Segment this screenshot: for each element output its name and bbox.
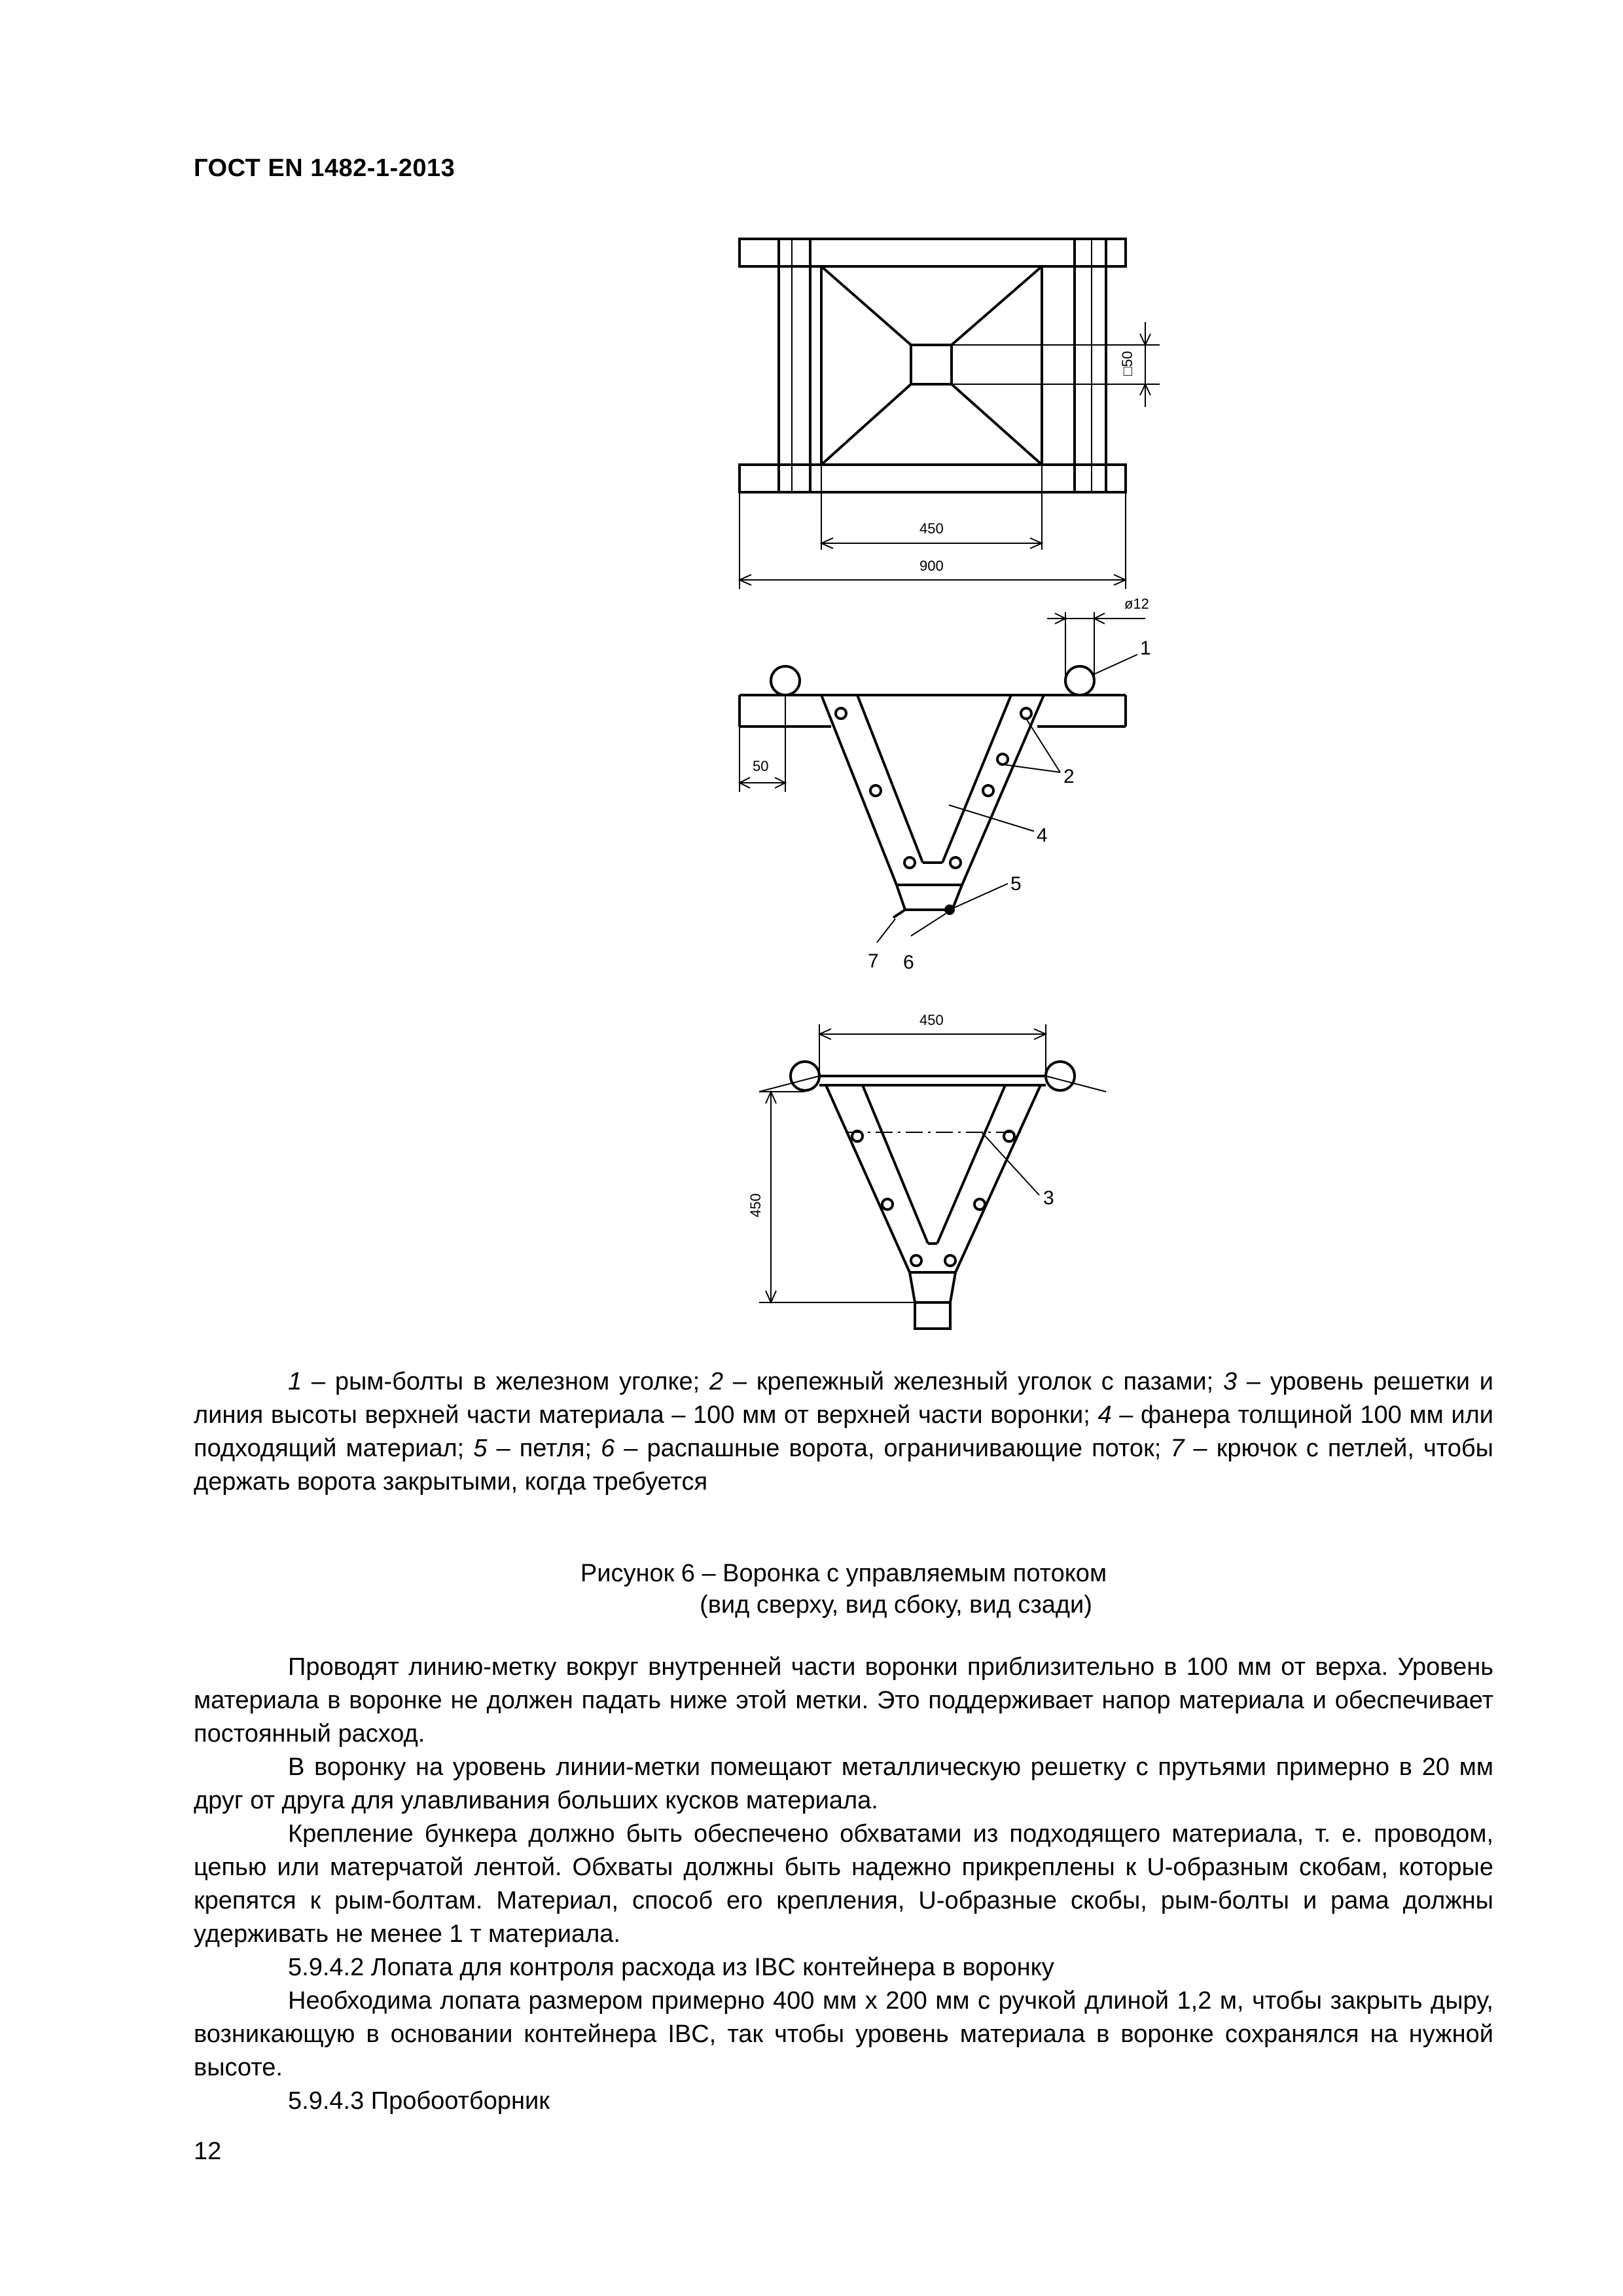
paragraph: В воронку на уровень линии-метки помещают металлическую решетку с прутьями примерно в 20 мм друг от друга для улавливания больших кусков материала. [194,1753,1493,1814]
section-heading: 5.9.4.2 Лопата для контроля расхода из IBC контейнера в воронку [288,1954,1054,1981]
legend-text: рым-болты в железном уголке; [334,1368,700,1395]
dim-outer-label: 900 [919,558,944,574]
paragraph: Проводят линию-метку вокруг внутренней части воронки приблизительно в 100 мм от верха. Уровень материала в воронке не должен падать ниже этой метки. Это поддерживает напор материала и обеспечивает постоянный расход. [194,1653,1493,1748]
legend-num: 5 [473,1435,488,1462]
legend-text: петля; [519,1435,592,1462]
caption-title: Рисунок 6 – Воронка с управляемым потоком [580,1560,1107,1587]
legend-text: крепежный железный уголок с пазами; [756,1368,1214,1395]
callout-2: 2 [1063,766,1075,787]
callout-5: 5 [1010,873,1022,895]
legend-num: 4 [1097,1401,1112,1429]
rear-view [747,1012,1106,1329]
legend-text: крючок с петлей, чтобы держать ворота закрытыми, когда требуется [194,1435,1493,1496]
side-view [740,596,1151,973]
legend-num: 2 [709,1368,724,1395]
legend-text: фанера толщиной 100 мм или подходящий материал; [194,1401,1494,1462]
page-number: 12 [194,2138,222,2165]
legend-text: распашные ворота, ограничивающие поток; [647,1435,1162,1462]
legend-num: 3 [1223,1368,1238,1395]
top-view [740,239,1160,589]
callout-6: 6 [903,952,914,973]
dim-offset-label: 50 [753,758,769,774]
paragraph: Крепление бункера должно быть обеспечено обхватами из подходящего материала, т. е. проводом, цепью или матерчатой лентой. Обхваты должны быть надежно прикреплены к U-образным скобам, которые крепятся к рым-болтам. Материал, способ его крепления, U-образные скобы, рым-болты и рама должны удерживать не менее 1 т материала. [194,1820,1493,1948]
callout-7: 7 [868,950,879,972]
dim-square-label: □50 [1119,351,1135,376]
legend-num: 7 [1170,1435,1185,1462]
caption-subtitle: (вид сверху, вид сбоку, вид сзади) [700,1591,1092,1619]
callout-4: 4 [1037,825,1048,846]
figure-legend: 1 – рым-болты в железном уголке; 2 – крепежный железный уголок с пазами; 3 – уровень решетки и линия высоты верхней части материала – 100 мм от верхней части воронки; 4 – фанера толщиной 100 мм или подходящий материал; 5 – петля; 6 – распашные ворота, ограничивающие поток; 7 – крючок с петлей, чтобы держать ворота закрытыми, когда требуется [194,1368,1494,1496]
legend-text: уровень решетки и линия высоты верхней части материала – 100 мм от верхней части воронки; [194,1368,1494,1429]
body-text [194,1651,1493,2118]
paragraph: Необходима лопата размером примерно 400 мм х 200 мм с ручкой длиной 1,2 м, чтобы закрыть дыру, возникающую в основании контейнера IBC, так чтобы уровень материала в воронке сохранялся на нужной высоте. [194,1987,1493,2081]
legend-num: 1 [288,1368,302,1395]
document-header: ГОСТ EN 1482-1-2013 [194,154,455,182]
figure-caption [194,1558,1493,1621]
section-heading: 5.9.4.3 Пробоотборник [288,2087,550,2115]
dim-height-label: 450 [747,1193,764,1217]
callout-1: 1 [1140,637,1151,659]
dim-width-label: 450 [919,1012,944,1028]
dim-inner-label: 450 [919,520,944,537]
callout-3: 3 [1043,1187,1054,1209]
dim-bolt-label: ø12 [1124,596,1149,612]
legend-num: 6 [601,1435,615,1462]
